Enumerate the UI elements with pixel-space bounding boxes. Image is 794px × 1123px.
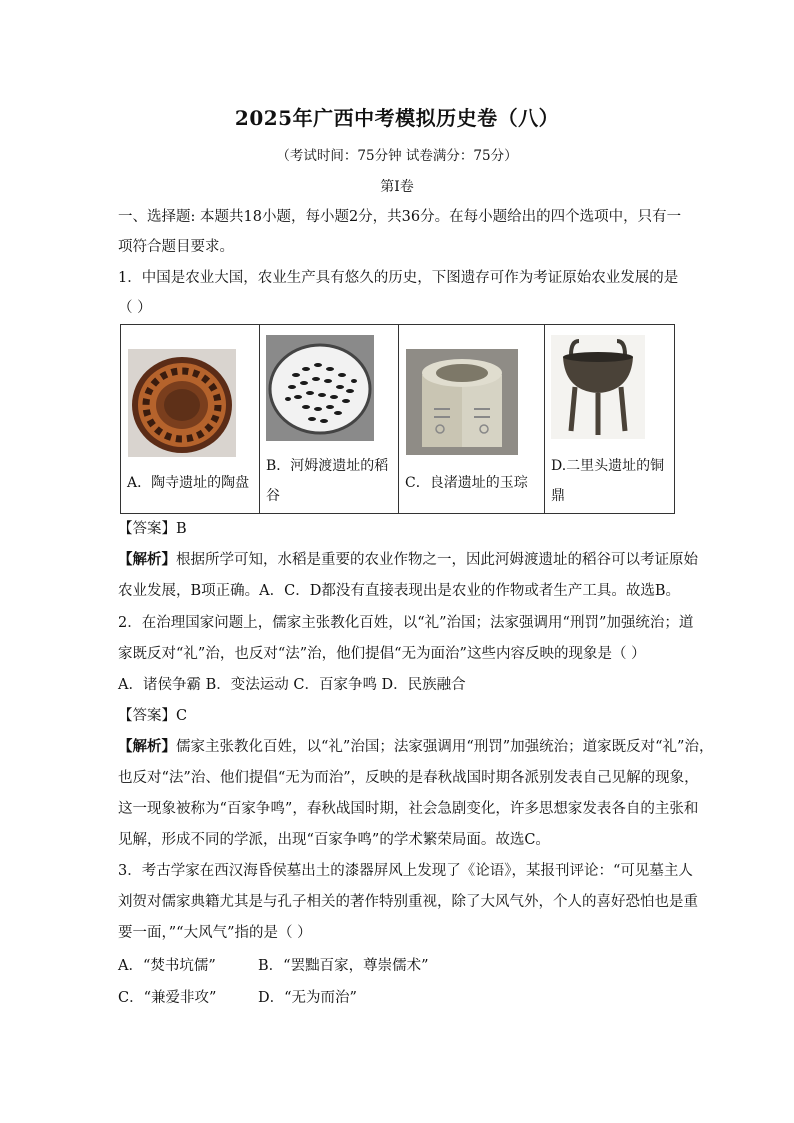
jade-cong-image [406, 349, 518, 455]
q2-options: A．诸侯争霸 B．变法运动 C．百家争鸣 D．民族融合 [118, 677, 466, 693]
q3-option-c: C．“兼爱非攻” [118, 990, 217, 1006]
q2-analysis-label: 【解析】 [118, 738, 176, 755]
q1-option-b-cell [260, 325, 399, 514]
q2-analysis-line3: 这一现象被称为“百家争鸣”，春秋战国时期，社会急剧变化，许多思想家发表各自的主张和 [118, 801, 699, 817]
q1-option-c-cell [399, 325, 545, 514]
q1-option-d-cell [545, 325, 675, 514]
q1-option-a-cell [121, 325, 260, 514]
q1-option-c-caption: C．良渚遗址的玉琮 [405, 475, 528, 491]
q1-analysis-line2: 农业发展，B项正确。A．C．D都没有直接表现出是农业的作物或者生产工具。故选B。 [118, 583, 680, 599]
q1-answer: 【答案】B [118, 521, 187, 537]
q3-stem-line2: 刘贺对儒家典籍尤其是与孔子相关的著作特别重视，除了大风气外，个人的喜好恐怕也是重 [118, 894, 698, 910]
q1-stem-line2: （ ） [118, 300, 152, 316]
q1-option-d-caption-line1: D.二里头遗址的铜 [551, 458, 665, 474]
q2-analysis-line1 [118, 737, 714, 757]
q1-analysis-line1 [118, 550, 698, 570]
q1-option-b-caption-line2: 谷 [266, 488, 280, 504]
exam-title: 2025年广西中考模拟历史卷（八） [234, 106, 560, 130]
q2-analysis-line2: 也反对“法”治、他们提倡“无为而治”，反映的是春秋战国时期各派别发表自己见解的现象， [118, 770, 699, 786]
pottery-plate-image [128, 349, 236, 457]
q2-analysis-text: 儒家主张教化百姓，以“礼”治国；法家强调用“刑罚”加强统治；道家既反对“礼”治， [176, 739, 714, 755]
q2-analysis-line4: 见解，形成不同的学派，出现“百家争鸣”的学术繁荣局面。故选C。 [118, 832, 550, 848]
q3-stem-line3: 要一面，”“大风气”指的是（ ） [118, 925, 312, 941]
q2-stem-line2: 家既反对“礼”治，也反对“法”治，他们提倡“无为面治”这些内容反映的现象是（ ） [118, 646, 646, 662]
volume-heading: 第Ⅰ卷 [380, 179, 414, 195]
bronze-ding-image [551, 335, 645, 439]
q1-option-a-caption: A．陶寺遗址的陶盘 [127, 475, 250, 491]
section-instruction-line1: 一、选择题: 本题共18小题，每小题2分，共36分。在每小题给出的四个选项中，只有一 [118, 209, 682, 225]
q2-answer: 【答案】C [118, 708, 188, 724]
q1-option-d-caption-line2: 鼎 [551, 488, 565, 504]
q3-option-a: A．“焚书坑儒” [118, 958, 216, 974]
q1-options-table [120, 324, 675, 514]
q1-analysis-label: 【解析】 [118, 551, 176, 568]
q1-analysis-text: 根据所学可知，水稻是重要的农业作物之一，因此河姆渡遗址的稻谷可以考证原始 [176, 552, 698, 568]
q1-option-b-caption-line1: B．河姆渡遗址的稻 [266, 458, 389, 474]
section-instruction-line2: 项符合题目要求。 [118, 239, 234, 255]
exam-subtitle: （考试时间：75分钟 试卷满分：75分） [276, 148, 518, 164]
q1-stem-line1: 1．中国是农业大国，农业生产具有悠久的历史，下图遗存可作为考证原始农业发展的是 [118, 270, 679, 286]
q3-option-d: D．“无为而治” [258, 990, 357, 1006]
q3-option-b: B．“罢黜百家，尊崇儒术” [258, 958, 429, 974]
q2-stem-line1: 2．在治理国家问题上，儒家主张教化百姓，以“礼”治国；法家强调用“刑罚”加强统治；道 [118, 615, 694, 631]
q3-stem-line1: 3．考古学家在西汉海昏侯墓出土的漆器屏风上发现了《论语》，某报刊评论：“可见墓主人 [118, 863, 693, 879]
rice-grains-image [266, 335, 374, 441]
